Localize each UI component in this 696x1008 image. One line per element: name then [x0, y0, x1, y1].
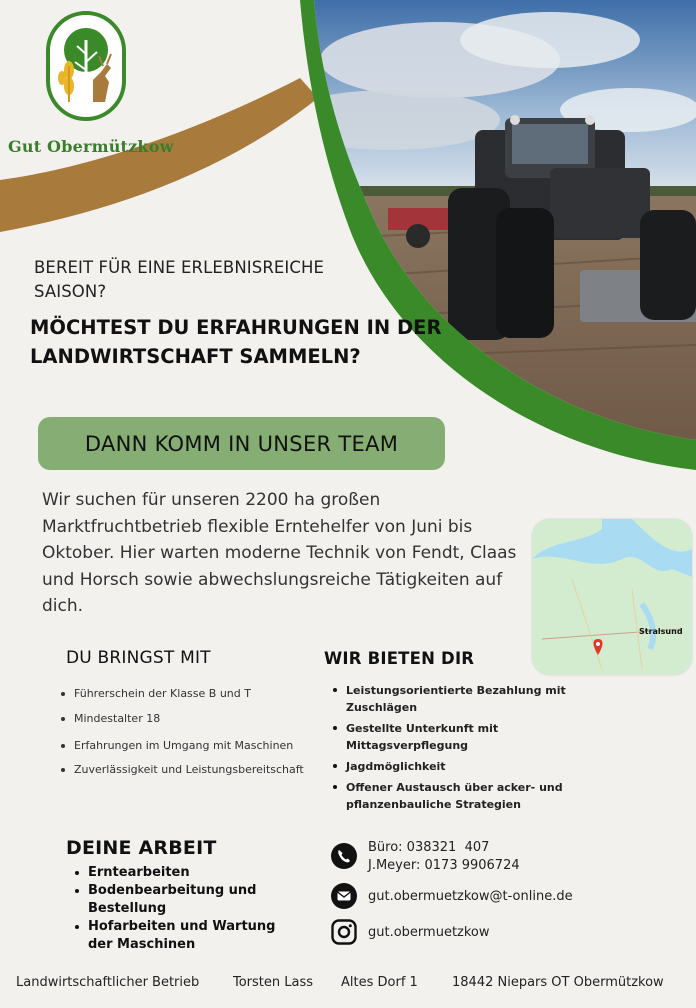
phone-office: Büro: 038321 407: [368, 840, 490, 855]
tractor-photo: [300, 0, 696, 470]
list-item: Leistungsorientierte Bezahlung mit Zuschlägen: [332, 682, 592, 716]
work-list: [74, 864, 284, 954]
list-item: Offener Austausch über acker- und pflanzenbauliche Strategien: [332, 779, 592, 813]
list-item: Jagdmöglichkeit: [332, 758, 592, 775]
list-item: Erntearbeiten: [74, 864, 284, 882]
footer-owner: Torsten Lass: [233, 975, 314, 990]
instagram-handle: gut.obermuetzkow: [368, 925, 490, 940]
logo-emblem: [45, 10, 127, 122]
list-item: Bodenbearbeitung und Bestellung: [74, 882, 284, 918]
bring-list: [60, 686, 310, 778]
phone-numbers: [368, 839, 520, 875]
list-item: Erfahrungen im Umgang mit Maschinen: [60, 738, 310, 754]
location-map: [532, 519, 692, 675]
list-item: Mindestalter 18: [60, 711, 310, 727]
phone-icon: [331, 843, 357, 869]
list-item: Hofarbeiten und Wartung der Maschinen: [74, 918, 284, 954]
instagram-icon: [331, 919, 357, 945]
email-address: gut.obermuetzkow@t-online.de: [368, 889, 573, 904]
kicker-text: BEREIT FÜR EINE ERLEBNISREICHE SAISON?: [34, 258, 325, 301]
map-city-label: Stralsund: [639, 627, 683, 636]
mail-icon: [331, 883, 357, 909]
cta-label: DANN KOMM IN UNSER TEAM: [84, 431, 399, 456]
list-item: Gestellte Unterkunft mit Mittagsverpflegung: [332, 720, 592, 754]
offer-list: [332, 682, 592, 817]
intro-paragraph: Wir suchen für unseren 2200 ha großen Marktfruchtbetrieb flexible Erntehelfer von Juni bis Oktober. Hier warten moderne Technik von Fendt, Claas und Horsch sowie abwechslungsreiche Tätigkeiten auf dich.: [42, 490, 517, 616]
footer-street: Altes Dorf 1: [341, 975, 418, 990]
cta-banner: [38, 417, 445, 470]
phone-person: J.Meyer: 0173 9906724: [368, 858, 520, 873]
offer-title: WIR BIETEN DIR: [324, 649, 475, 668]
brand-name: Gut Obermützkow: [8, 137, 174, 156]
footer-company: Landwirtschaftlicher Betrieb: [16, 975, 200, 990]
work-title: DEINE ARBEIT: [66, 837, 217, 859]
bring-title: DU BRINGST MIT: [66, 648, 211, 668]
headline: MÖCHTEST DU ERFAHRUNGEN IN DER LANDWIRTSCHAFT SAMMELN?: [30, 316, 442, 368]
list-item: Führerschein der Klasse B und T: [60, 686, 310, 702]
footer-city: 18442 Niepars OT Obermützkow: [452, 975, 664, 990]
list-item: Zuverlässigkeit und Leistungsbereitschaft: [60, 762, 310, 778]
